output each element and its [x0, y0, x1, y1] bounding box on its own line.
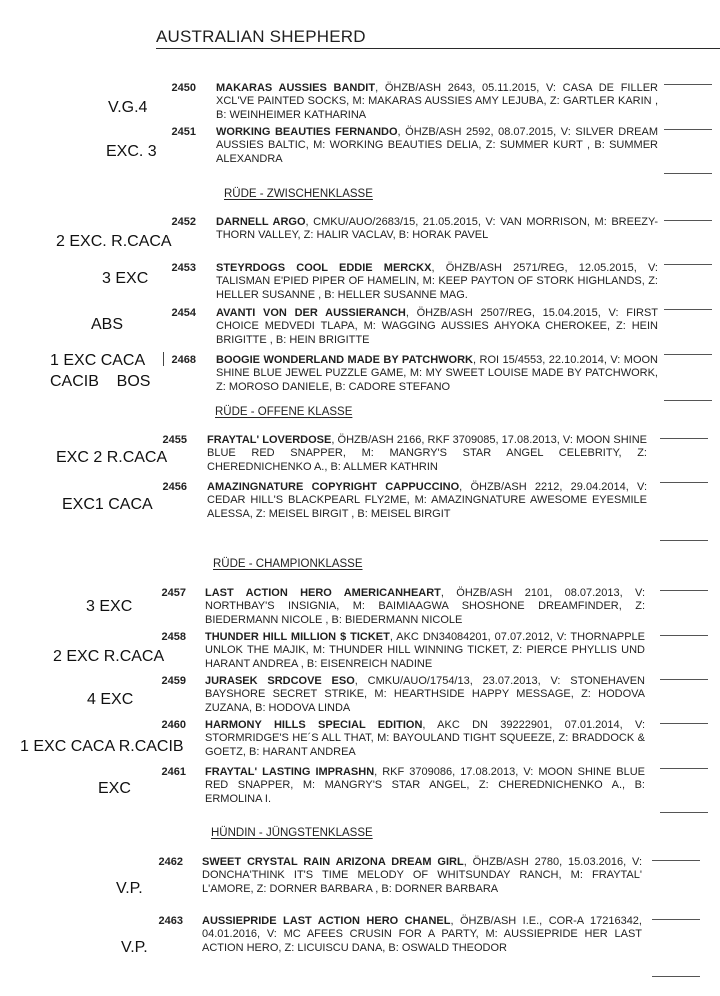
dog-details: , ÖHZB/ASH I.E., COR-A 17216342, 04.01.2016, V: MC AFEES CRUSIN FOR A PARTY, M: AUSSIEPRIDE HER LAST ACTION HERO, Z: LICUISCU DANA, B: OSWALD THEODOR: [202, 915, 642, 954]
margin-rule: [660, 635, 708, 636]
judging-result: 1 EXC CACA R.CACIB: [20, 738, 184, 755]
entry-text: [202, 915, 642, 955]
dog-name: MAKARAS AUSSIES BANDIT: [216, 82, 376, 94]
class-heading-zwischenklasse: RÜDE - ZWISCHENKLASSE: [224, 188, 373, 200]
class-heading-offene-klasse: RÜDE - OFFENE KLASSE: [215, 406, 353, 418]
margin-rule: [664, 354, 712, 355]
entry-number: 2450: [171, 82, 196, 94]
dog-details: , CMKU/AUO/2683/15, 21.05.2015, V: VAN MORRISON, M: BREEZY-THORN VALLEY, Z: HALIR VACLAV, B: HORAK PAVEL: [216, 216, 658, 242]
margin-rule: [664, 400, 712, 401]
entry-number: 2455: [162, 434, 187, 446]
entry-text: [216, 82, 658, 122]
margin-rule: [664, 173, 712, 174]
judging-result-award: CACIB BOS: [50, 373, 151, 390]
margin-rule: [664, 84, 712, 85]
dog-name: HARMONY HILLS SPECIAL EDITION: [205, 719, 423, 731]
entry-text: [205, 631, 645, 671]
entry-number: 2453: [171, 262, 196, 274]
judging-result: V.P.: [121, 939, 148, 956]
dog-name: FRAYTAL' LASTING IMPRASHN: [205, 766, 375, 778]
entry-number: 2451: [171, 126, 196, 138]
margin-rule: [660, 482, 708, 483]
dog-name: THUNDER HILL MILLION $ TICKET: [205, 631, 390, 643]
margin-rule: [664, 220, 712, 221]
judging-result: EXC: [98, 780, 131, 797]
entry-number: 2454: [171, 307, 196, 319]
entry-text: [216, 354, 658, 394]
entry-number: 2462: [158, 856, 183, 868]
dog-name: AVANTI VON DER AUSSIERANCH: [216, 307, 406, 319]
dog-details: , ÖHZB/ASH 2507/REG, 15.04.2015, V: FIRST CHOICE MEDVEDI TLAPA, M: WAGGING AUSSIES AHYOKA CHEROKEE, Z: HEIN BRIGITTE , B: HEIN BRIGITTE: [216, 307, 658, 346]
entry-number: 2456: [162, 481, 187, 493]
dog-name: FRAYTAL' LOVERDOSE: [207, 434, 332, 446]
dog-name: DARNELL ARGO: [216, 216, 306, 228]
entry-text: [216, 126, 658, 166]
judging-result: EXC. 3: [106, 143, 157, 160]
dog-name: JURASEK SRDCOVE ESO: [205, 675, 355, 687]
dog-details: , ÖHZB/ASH 2571/REG, 12.05.2015, V: TALISMAN E'PIED PIPER OF HAMELIN, M: KEEP PAYTON OF STORK HIGHLANDS, Z: HELLER SUSANNE , B: HELLER SUSANNE MAG.: [216, 262, 658, 301]
dog-name: BOOGIE WONDERLAND MADE BY PATCHWORK: [216, 354, 474, 366]
dog-details: , ÖHZB/ASH 2780, 15.03.2016, V: DONCHA'THINK IT'S TIME MELODY OF WHITSUNDAY RANCH, M: FRAYTAL' L'AMORE, Z: DORNER BARBARA , B: DORNER BARBARA: [202, 856, 643, 895]
dog-name: AMAZINGNATURE COPYRIGHT CAPPUCCINO: [207, 481, 460, 493]
dog-details: , ÖHZB/ASH 2212, 29.04.2014, V: CEDAR HILL'S BLACKPEARL FLY2ME, M: AMAZINGNATURE AWESOME EYESMILE ALESSA, Z: MEISEL BIRGIT , B: MEISEL BIRGIT: [207, 481, 647, 520]
judging-result: 2 EXC R.CACA: [53, 648, 165, 665]
margin-rule: [660, 540, 708, 541]
entry-text: [207, 434, 647, 474]
class-heading-championklasse: RÜDE - CHAMPIONKLASSE: [213, 558, 363, 570]
title-divider: [156, 48, 720, 49]
judging-result: 3 EXC: [86, 598, 133, 615]
dog-name: SWEET CRYSTAL RAIN ARIZONA DREAM GIRL: [202, 856, 464, 868]
margin-rule: [660, 723, 708, 724]
judging-result: 4 EXC: [87, 691, 134, 708]
entry-text: [205, 675, 645, 715]
margin-rule: [660, 438, 708, 439]
margin-rule: [660, 768, 708, 769]
entry-text: [216, 216, 658, 243]
dog-name: WORKING BEAUTIES FERNANDO: [216, 126, 398, 138]
entry-text: [205, 587, 645, 627]
entry-text: [207, 481, 647, 521]
margin-rule: [652, 860, 700, 861]
entry-text: [216, 307, 658, 347]
dog-name: LAST ACTION HERO AMERICANHEART: [205, 587, 441, 599]
dog-details: , ÖHZB/ASH 2592, 08.07.2015, V: SILVER DREAM AUSSIES BALTIC, M: WORKING BEAUTIES DELIA, Z: SUMMER KURT , B: SUMMER ALEXANDRA: [216, 126, 658, 165]
margin-rule: [664, 309, 712, 310]
dog-name: AUSSIEPRIDE LAST ACTION HERO CHANEL: [202, 915, 451, 927]
margin-rule: [664, 264, 712, 265]
entry-number: 2461: [161, 766, 186, 778]
dog-details: , ÖHZB/ASH 2643, 05.11.2015, V: CASA DE FILLER XCL'VE PAINTED SOCKS, M: MAKARAS AUSSIES AMY LEJUBA, Z: GARTLER KARIN , B: WEINHEIMER KATHARINA: [216, 82, 658, 121]
entry-number: 2452: [171, 216, 196, 228]
judging-result: EXC 2 R.CACA: [56, 449, 168, 466]
judging-result: 1 EXC CACA: [50, 352, 146, 369]
dog-details: , AKC DN34084201, 07.07.2012, V: THORNAPPLE UNLOK THE MAJIK, M: THUNDER HILL WINNING TICKET, Z: PIERCE PHYLLIS UND HARANT ANDREA , B: EISENREICH NADINE: [205, 631, 646, 670]
judging-result: EXC1 CACA: [62, 496, 153, 513]
judging-result: V.G.4: [108, 99, 148, 116]
entry-text: [205, 719, 645, 759]
entry-number: 2460: [161, 719, 186, 731]
dog-details: , RKF 3709086, 17.08.2013, V: MOON SHINE BLUE RED SNAPPER, M: MANGRY'S STAR ANGEL, Z: CHEREDNICHENKO A., B: ERMOLINA I.: [205, 766, 646, 805]
entry-text: [202, 856, 642, 896]
entry-text: [205, 766, 645, 806]
entry-number: 2468: [171, 354, 196, 366]
dog-details: , ÖHZB/ASH 2101, 08.07.2013, V: NORTHBAY'S INSIGNIA, M: BAIMIAAGWA SHOSHONE DREAMFINDER, Z: BIEDERMANN NICOLE , B: BIEDERMANN NICOLE: [205, 587, 645, 626]
dog-details: , ÖHZB/ASH 2166, RKF 3709085, 17.08.2013, V: MOON SHINE BLUE RED SNAPPER, M: MANGRY'S STAR ANGEL CELEBRITY, Z: CHEREDNICHENKO A., B: ALLMER KATHRIN: [207, 434, 647, 473]
margin-rule: [652, 976, 700, 977]
dog-name: STEYRDOGS COOL EDDIE MERCKX: [216, 262, 432, 274]
entry-number: 2459: [161, 675, 186, 687]
entry-number: 2463: [158, 915, 183, 927]
entry-number: 2457: [161, 587, 186, 599]
margin-rule: [660, 590, 708, 591]
breed-title: AUSTRALIAN SHEPHERD: [156, 27, 366, 46]
margin-rule: [652, 919, 700, 920]
dog-details: , AKC DN 39222901, 07.01.2014, V: STORMRIDGE'S HE´S ALL THAT, M: BAYOULAND TIGHT SQUEEZE, Z: BRADDOCK & GOETZ, B: HARANT ANDREA: [205, 719, 645, 758]
judging-result: 2 EXC. R.CACA: [56, 233, 172, 250]
class-heading-juengstenklasse: HÜNDIN - JÜNGSTENKLASSE: [211, 827, 373, 839]
dog-details: , CMKU/AUO/1754/13, 23.07.2013, V: STONEHAVEN BAYSHORE SECRET STRIKE, M: HEARTHSIDE HAPPY MESSAGE, Z: HODOVA ZUZANA, B: HODOVA LINDA: [205, 675, 646, 714]
entry-number: 2458: [161, 631, 186, 643]
judging-result: 3 EXC: [102, 270, 149, 287]
margin-rule: [664, 129, 712, 130]
judging-result: V.P.: [116, 880, 143, 897]
margin-rule: [660, 679, 708, 680]
entry-text: [216, 262, 658, 302]
judging-result: ABS: [91, 316, 124, 333]
margin-rule: [660, 812, 708, 813]
dog-details: , ROI 15/4553, 22.10.2014, V: MOON SHINE BLUE JEWEL PUZZLE GAME, M: MY SWEET LOUISE MADE BY PATCHWORK, Z: MOROSO DANIELE, B: CADORE STEFANO: [216, 354, 658, 393]
